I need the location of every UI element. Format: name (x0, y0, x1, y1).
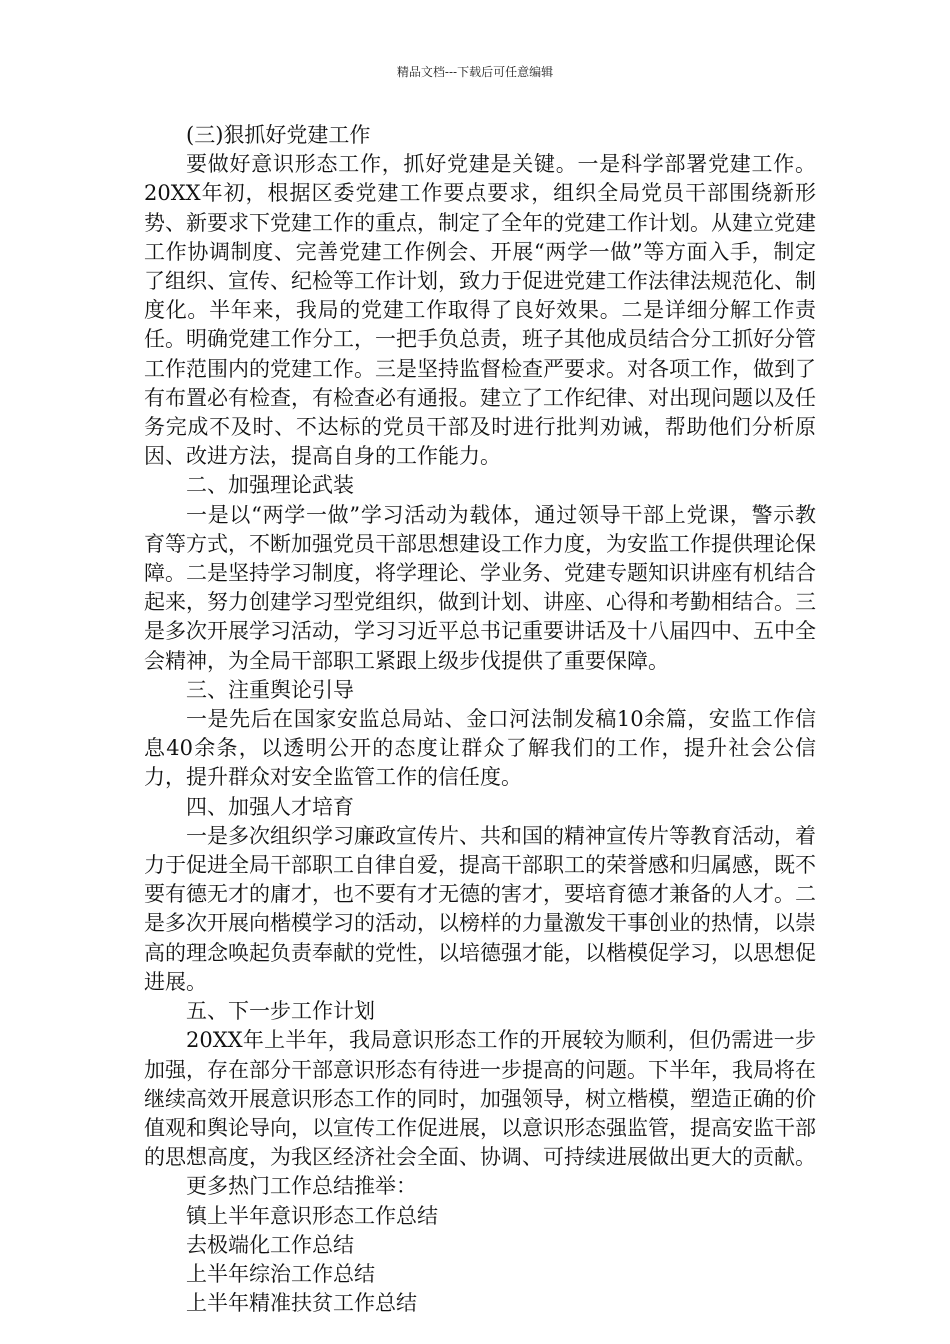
document-body (144, 121, 816, 1318)
paragraph-next-plan: 20XX年上半年，我局意识形态工作的开展较为顺利，但仍需进一步加强，存在部分干部意识形态有待进一步提高的问题。下半年，我局将在继续高效开展意识形态工作的同时，加强领导，树立楷模，塑造正确的价值观和舆论导向，以宣传工作促进展，以意识形态强监管，提高安监干部的思想高度，为我区经济社会全面、协调、可持续进展做出更大的贡献。 (144, 1028, 816, 1170)
page-header: 精品文档---下载后可任意编辑 (396, 65, 554, 79)
section-heading-public-opinion: 三、注重舆论引导 (186, 677, 354, 702)
recommend-title: 更多热门工作总结推举： (186, 1174, 417, 1199)
paragraph-theory: 一是以“两学一做”学习活动为载体，通过领导干部上党课，警示教育等方式，不断加强党员干部思想建设工作力度，为安监工作提供理论保障。二是坚持学习制度，将学理论、学业务、党建专题知识讲座有机结合起来，努力创建学习型党组织，做到计划、讲座、心得和考勤相结合。三是多次开展学习活动，学习习近平总书记重要讲话及十八届四中、五中全会精神，为全局干部职工紧跟上级步伐提供了重要保障。 (144, 502, 816, 673)
paragraph-talent: 一是多次组织学习廉政宣传片、共和国的精神宣传片等教育活动，着力于促进全局干部职工自律自爱，提高干部职工的荣誉感和归属感，既不要有德无才的庸才，也不要有才无德的害才，要培育德才兼备的人才。二是多次开展向楷模学习的活动，以榜样的力量激发干事创业的热情，以崇高的理念唤起负责奉献的党性，以培德强才能，以楷模促学习，以思想促进展。 (144, 823, 816, 994)
section-heading-party-building: (三)狠抓好党建工作 (186, 123, 371, 147)
recommend-link-ideology[interactable]: 镇上半年意识形态工作总结 (186, 1203, 438, 1228)
recommend-link-deradicalization[interactable]: 去极端化工作总结 (186, 1232, 354, 1257)
paragraph-public-opinion: 一是先后在国家安监总局站、金口河法制发稿10余篇，安监工作信息40余条，以透明公开的态度让群众了解我们的工作，提升社会公信力，提升群众对安全监管工作的信任度。 (144, 707, 816, 790)
section-heading-next-plan: 五、下一步工作计划 (186, 999, 375, 1024)
paragraph-party-building: 要做好意识形态工作，抓好党建是关键。一是科学部署党建工作。20XX年初，根据区委党建工作要点要求，组织全局党员干部围绕新形势、新要求下党建工作的重点，制定了全年的党建工作计划。从建立党建工作协调制度、完善党建工作例会、开展“两学一做”等方面入手，制定了组织、宣传、纪检等工作计划，致力于促进党建工作法律法规范化、制度化。半年来，我局的党建工作取得了良好效果。二是详细分解工作责任。明确党建工作分工，一把手负总责，班子其他成员结合分工抓好分管工作范围内的党建工作。三是坚持监督检查严要求。对各项工作，做到了有布置必有检查，有检查必有通报。建立了工作纪律、对出现问题以及任务完成不及时、不达标的党员干部及时进行批判劝诫，帮助他们分析原因、改进方法，提高自身的工作能力。 (144, 152, 816, 469)
section-heading-theory: 二、加强理论武装 (186, 473, 354, 498)
recommend-link-poverty-alleviation[interactable]: 上半年精准扶贫工作总结 (186, 1291, 417, 1316)
section-heading-talent: 四、加强人才培育 (186, 794, 354, 819)
recommend-link-comprehensive-governance[interactable]: 上半年综治工作总结 (186, 1261, 375, 1286)
